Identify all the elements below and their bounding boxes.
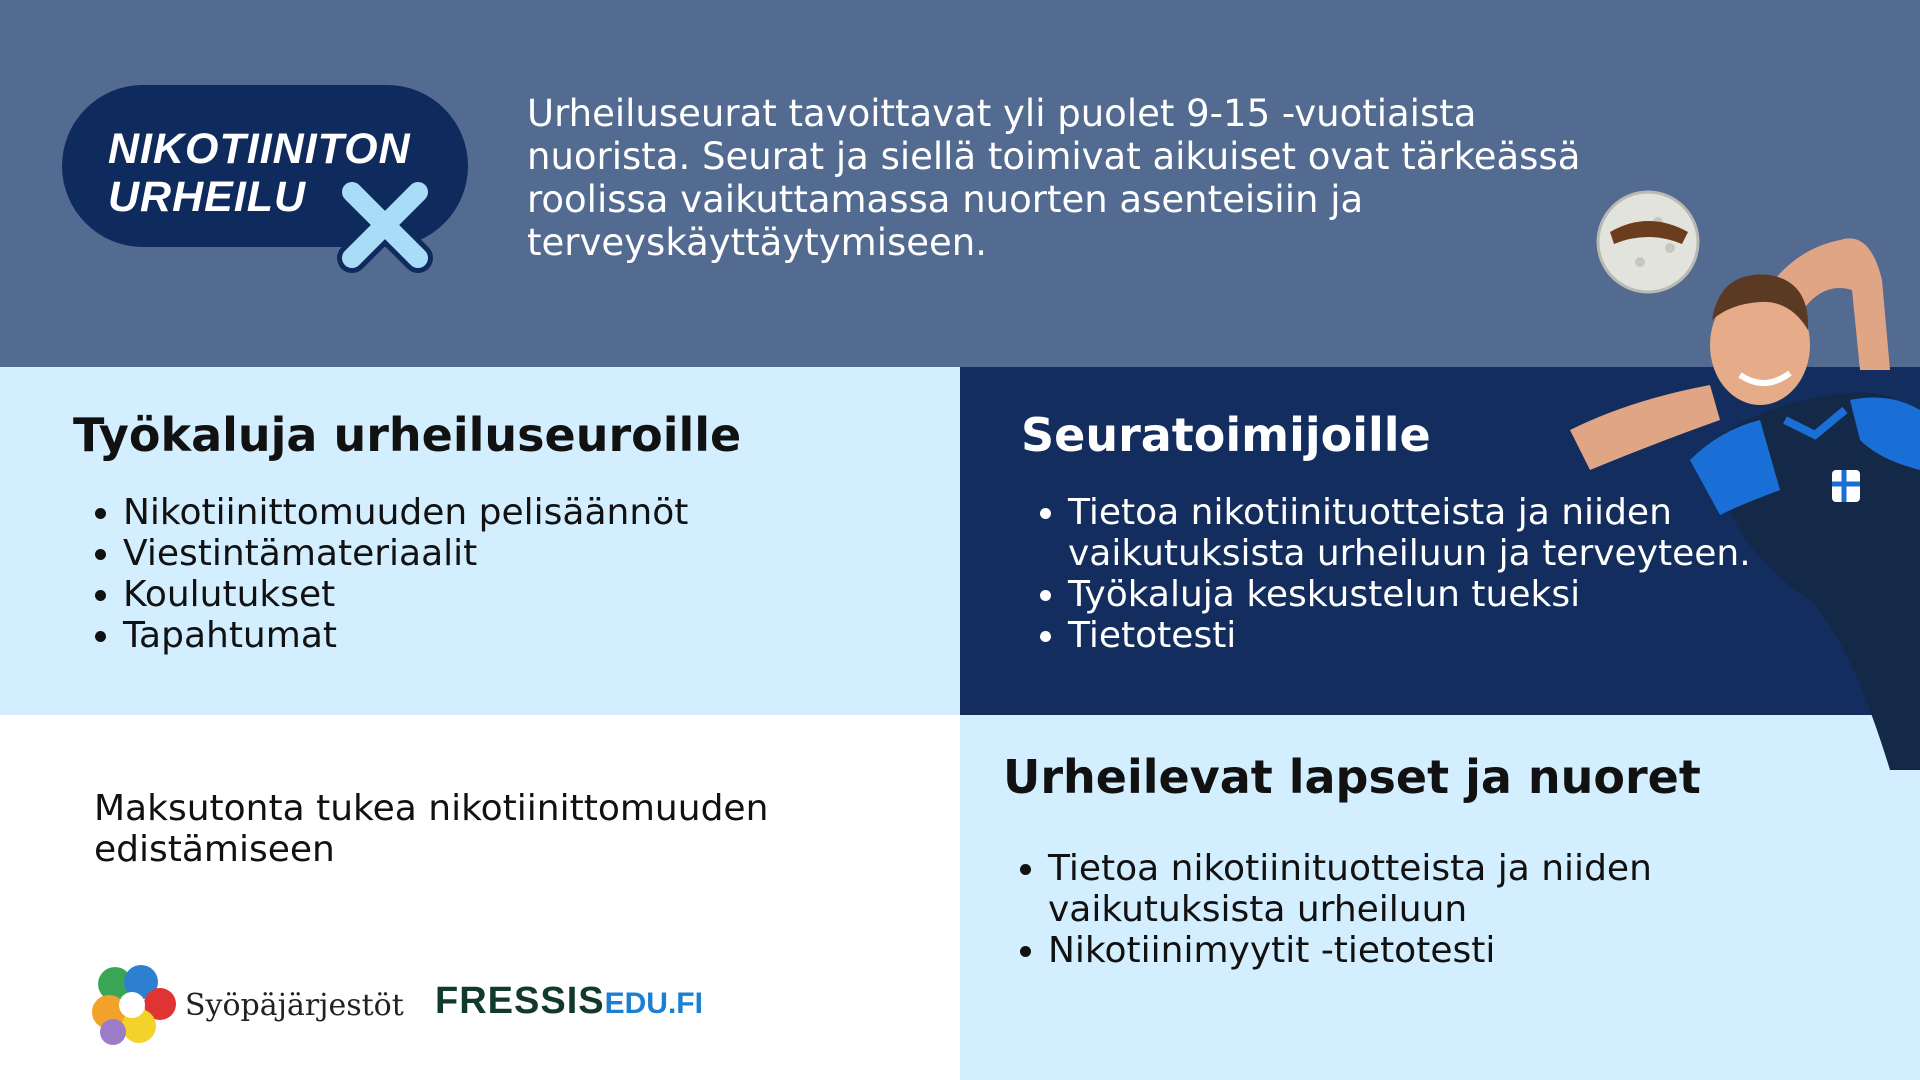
list-item: • Koulutukset: [123, 574, 973, 615]
support-text: Maksutonta tukea nikotiinittomuuden edistämiseen: [94, 788, 769, 870]
syopajarjestot-logo-icon: [85, 962, 180, 1047]
tools-title: Työkaluja urheiluseuroille: [73, 408, 742, 462]
youth-list: [998, 848, 1848, 971]
syopajarjestot-name: Syöpäjärjestöt: [185, 988, 404, 1023]
tools-list: [73, 492, 973, 656]
intro-text: Urheiluseurat tavoittavat yli puolet 9-15 -vuotiaista nuorista. Seurat ja siellä toimivat aikuiset ovat tärkeässä roolissa vaikuttamassa nuorten asenteisiin ja terveyskäyttäytymiseen.: [527, 92, 1581, 264]
list-item: • Nikotiinimyytit -tietotesti: [1048, 930, 1848, 971]
athlete-photo: [1570, 170, 1920, 770]
youth-title: Urheilevat lapset ja nuoret: [1003, 750, 1701, 804]
list-item: • Viestintämateriaalit: [123, 533, 973, 574]
list-item: • Tietoa nikotiinituotteista ja niiden vaikutuksista urheiluun ja terveyteen.: [1068, 492, 1868, 574]
logo-line-2: URHEILU: [108, 173, 307, 221]
staff-title: Seuratoimijoille: [1021, 408, 1431, 462]
x-mark-icon: [330, 170, 440, 280]
list-item: • Tietoa nikotiinituotteista ja niiden vaikutuksista urheiluun: [1048, 848, 1848, 930]
staff-list: [1018, 492, 1868, 656]
list-item: • Tapahtumat: [123, 615, 973, 656]
list-item: • Työkaluja keskustelun tueksi: [1068, 574, 1868, 615]
fressis-edu-logo: [435, 980, 703, 1023]
fressis-wordmark: FRESSIS: [435, 980, 605, 1022]
logo-line-1: NIKOTIINITON: [108, 125, 411, 173]
fressis-edu-wordmark: EDU.FI: [604, 987, 703, 1020]
list-item: • Tietotesti: [1068, 615, 1868, 656]
list-item: • Nikotiinittomuuden pelisäännöt: [123, 492, 973, 533]
